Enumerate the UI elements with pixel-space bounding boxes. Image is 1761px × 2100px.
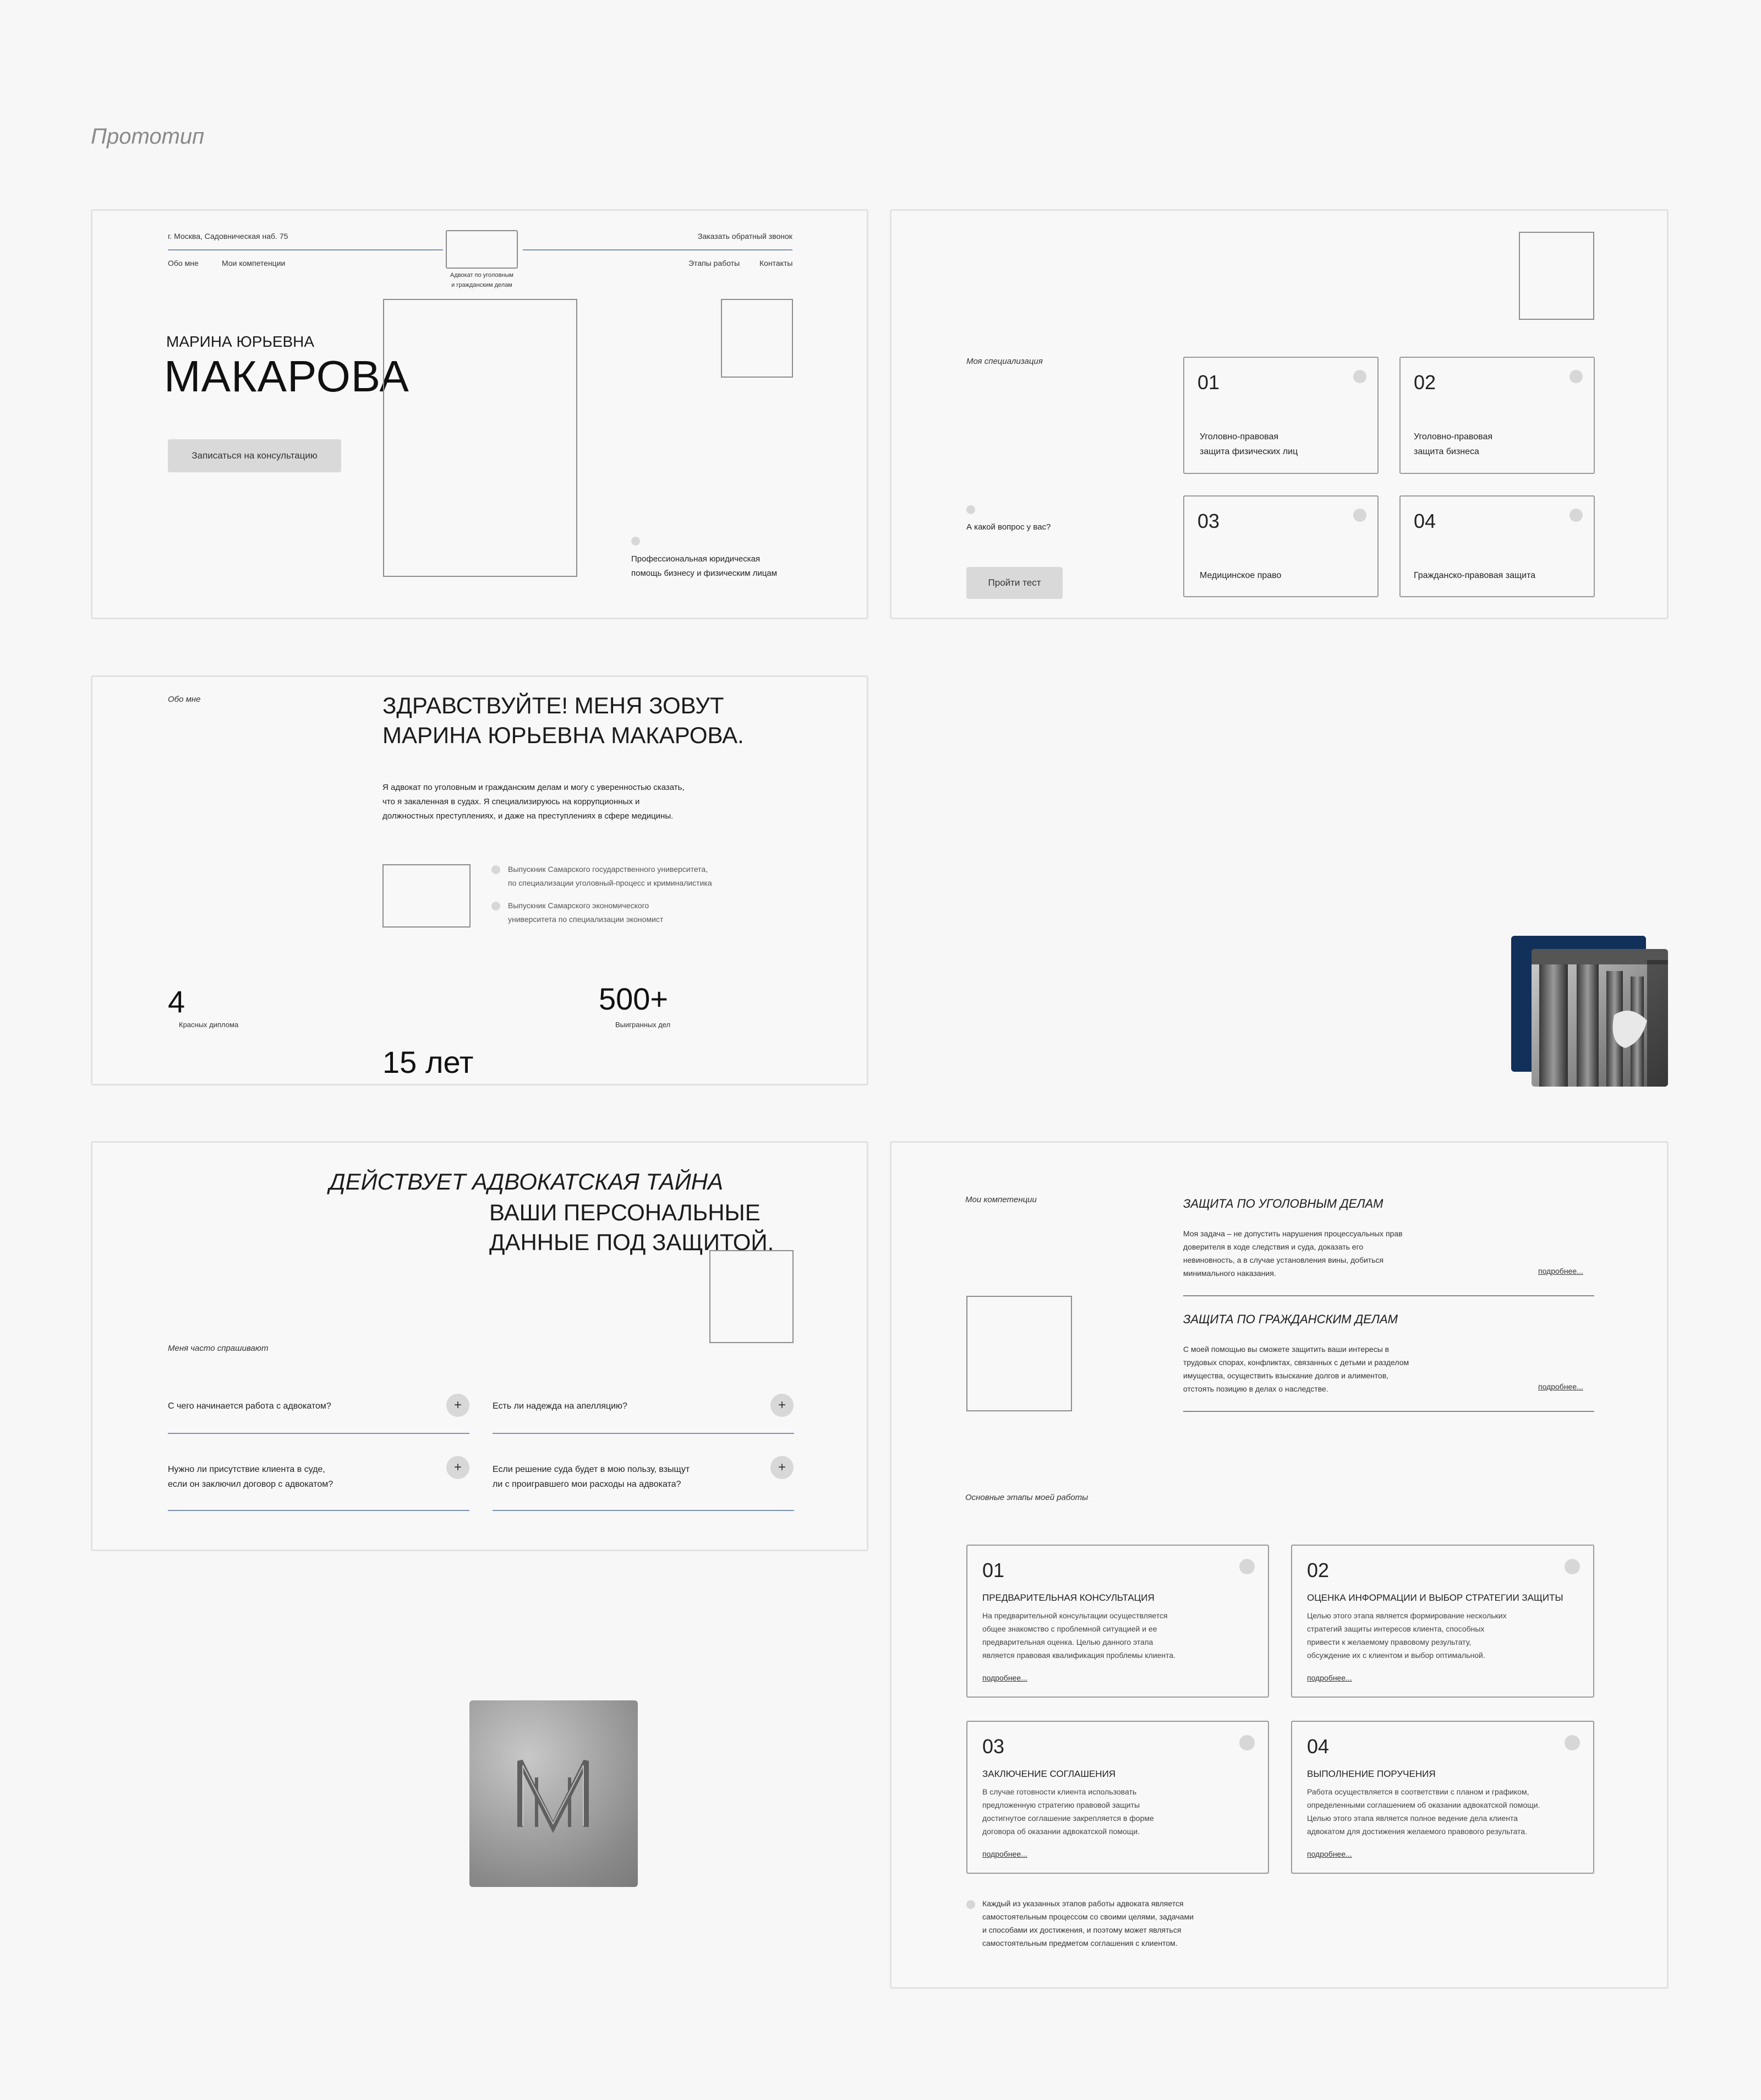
card-label: Уголовно-правовая защита физических лиц — [1200, 432, 1298, 456]
stage-card[interactable] — [1291, 1721, 1594, 1874]
stage-text: Работа осуществляется в соответствии с планом и графиком, определенными соглашением об оказании адвокатской помощи. Целью этого этапа является полное ведение дела клиента адвокатом для достижения желаемого правового результата. — [1307, 1787, 1540, 1836]
address-text: г. Москва, Садовническая наб. 75 — [168, 232, 288, 241]
portrait-placeholder — [383, 299, 577, 577]
stage-title: ВЫПОЛНЕНИЕ ПОРУЧЕНИЯ — [1307, 1769, 1436, 1779]
nav-competencies[interactable]: Мои компетенции — [222, 259, 286, 268]
card-dot — [1569, 509, 1583, 522]
stages-note: Каждый из указанных этапов работы адвоката является самостоятельным процессом со своими целями, задачами и способами их достижения, и поэтому может являться самостоятельным предметом соглашения с клиентом. — [982, 1899, 1194, 1948]
faq-question[interactable]: Если решение суда будет в мою пользу, взыщут ли с проигравшего мои расходы на адвоката? — [493, 1465, 690, 1489]
question-bullet — [966, 505, 975, 514]
more-link[interactable]: подробнее... — [1307, 1850, 1352, 1858]
plus-icon[interactable]: + — [770, 1394, 794, 1417]
education-item: Выпускник Самарского государственного университета, по специализации уголовный-процесс и криминалистика — [508, 865, 712, 887]
stage-number: 01 — [982, 1559, 1005, 1581]
more-link[interactable]: подробнее... — [1538, 1267, 1583, 1275]
card-dot — [1353, 509, 1366, 522]
logo-tile — [469, 1700, 638, 1887]
competency-title: ЗАЩИТА ПО УГОЛОВНЫМ ДЕЛАМ — [1183, 1197, 1383, 1210]
stage-title: ЗАКЛЮЧЕНИЕ СОГЛАШЕНИЯ — [982, 1769, 1116, 1779]
hero-tagline: Профессиональная юридическая помощь бизнесу и физическим лицам — [631, 554, 778, 578]
image-placeholder — [721, 299, 793, 378]
competencies-image-placeholder — [966, 1296, 1072, 1411]
first-name: МАРИНА ЮРЬЕВНА — [166, 333, 315, 350]
about-heading: ЗДРАВСТВУЙТЕ! МЕНЯ ЗОВУТ МАРИНА ЮРЬЕВНА МАКАРОВА. — [382, 692, 744, 748]
stage-card[interactable] — [966, 1545, 1269, 1698]
faq-question[interactable]: Нужно ли присутствие клиента в суде, если он заключил договор с адвокатом? — [168, 1465, 333, 1489]
stage-title: ОЦЕНКА ИНФОРМАЦИИ И ВЫБОР СТРАТЕГИИ ЗАЩИТЫ — [1307, 1592, 1563, 1603]
about-frame — [91, 675, 868, 1086]
header-divider-left — [168, 249, 443, 250]
card-label: Уголовно-правовая защита бизнеса — [1414, 432, 1493, 456]
education-item: Выпускник Самарского экономического университета по специализации экономист — [508, 901, 664, 924]
tagline-bullet — [631, 537, 640, 546]
diploma-placeholder — [382, 864, 471, 928]
stat-label: Выигранных дел — [615, 1021, 671, 1029]
faq-label: Меня часто спрашивают — [168, 1344, 269, 1353]
more-link[interactable]: подробнее... — [982, 1673, 1027, 1682]
faq-divider — [168, 1433, 469, 1434]
privacy-heading-2: ВАШИ ПЕРСОНАЛЬНЫЕ ДАННЫЕ ПОД ЗАЩИТОЙ. — [489, 1199, 774, 1255]
note-bullet — [966, 1900, 975, 1909]
stage-card[interactable] — [966, 1721, 1269, 1874]
last-name: МАКАРОВА — [164, 352, 409, 401]
spec-card[interactable] — [1399, 495, 1595, 597]
plus-icon[interactable]: + — [446, 1394, 469, 1417]
stage-number: 03 — [982, 1735, 1005, 1758]
spec-card[interactable] — [1183, 495, 1379, 597]
stage-dot — [1239, 1559, 1255, 1574]
edu-bullet — [491, 865, 500, 874]
nav-stages[interactable]: Этапы работы — [688, 259, 740, 268]
more-link[interactable]: подробнее... — [982, 1850, 1027, 1858]
card-dot — [1569, 370, 1583, 383]
hero-frame — [91, 209, 868, 619]
privacy-heading-1: ДЕЙСТВУЕТ АДВОКАТСКАЯ ТАЙНА — [329, 1169, 724, 1194]
columns-image — [1532, 949, 1668, 1087]
competency-title: ЗАЩИТА ПО ГРАЖДАНСКИМ ДЕЛАМ — [1183, 1312, 1398, 1326]
spec-image-placeholder — [1519, 232, 1594, 320]
stat-label: Красных диплома — [179, 1021, 239, 1029]
plus-icon[interactable]: + — [446, 1456, 469, 1479]
faq-divider — [493, 1433, 794, 1434]
stage-card[interactable] — [1291, 1545, 1594, 1698]
stage-text: На предварительной консультации осуществляется общее знакомство с проблемной ситуацией и ее предварительная оценка. Целью данного этапа является правовая квалификация проблемы клиента. — [982, 1611, 1176, 1660]
privacy-image-placeholder — [709, 1250, 794, 1343]
plus-icon[interactable]: + — [770, 1456, 794, 1479]
nav-about[interactable]: Обо мне — [168, 259, 199, 268]
spec-label: Моя специализация — [966, 357, 1043, 366]
faq-question[interactable]: Есть ли надежда на апелляцию? — [493, 1401, 627, 1411]
competencies-label: Мои компетенции — [965, 1195, 1037, 1204]
about-label: Обо мне — [168, 695, 201, 704]
logo-caption: Адвокат по уголовным и гражданским делам — [450, 272, 513, 288]
stage-dot — [1239, 1735, 1255, 1750]
card-label: Гражданско-правовая защита — [1414, 571, 1536, 580]
page-label: Прототип — [91, 124, 205, 149]
stage-number: 02 — [1307, 1559, 1330, 1581]
faq-question[interactable]: С чего начинается работа с адвокатом? — [168, 1401, 331, 1411]
card-number: 01 — [1197, 371, 1220, 394]
question-text: А какой вопрос у вас? — [966, 522, 1051, 532]
header-divider-right — [523, 249, 792, 250]
take-test-button[interactable]: Пройти тест — [966, 567, 1063, 599]
stage-dot — [1565, 1735, 1580, 1750]
competency-divider — [1183, 1295, 1594, 1296]
card-dot — [1353, 370, 1366, 383]
stage-text: Целью этого этапа является формирование нескольких стратегий защиты интересов клиента, способных привести к желаемому правовому результату, обсуждение их с клиентом и выбор оптимальной. — [1307, 1611, 1507, 1660]
stage-dot — [1565, 1559, 1580, 1574]
stages-label: Основные этапы моей работы — [965, 1493, 1089, 1502]
faq-divider — [168, 1510, 469, 1511]
card-number: 03 — [1197, 510, 1220, 532]
card-number: 02 — [1414, 371, 1436, 394]
more-link[interactable]: подробнее... — [1538, 1382, 1583, 1391]
stat-value: 500+ — [599, 981, 669, 1016]
stage-text: В случае готовности клиента использовать предложенную стратегию правовой защиты достигнутое соглашение закрепляется в форме договора об оказании адвокатской помощи. — [982, 1787, 1154, 1836]
stat-value: 4 — [168, 984, 185, 1019]
more-link[interactable]: подробнее... — [1307, 1673, 1352, 1682]
competency-text: Моя задача – не допустить нарушения процессуальных прав доверителя в ходе следствия и суда, доказать его невиновность, а в случае установления вины, добиться минимального наказания. — [1183, 1229, 1403, 1278]
card-number: 04 — [1414, 510, 1436, 532]
card-label: Медицинское право — [1200, 571, 1282, 580]
spec-card[interactable] — [1399, 357, 1595, 474]
consultation-button[interactable]: Записаться на консультацию — [168, 439, 341, 472]
stage-title: ПРЕДВАРИТЕЛЬНАЯ КОНСУЛЬТАЦИЯ — [982, 1592, 1155, 1603]
nav-contacts[interactable]: Контакты — [759, 259, 793, 268]
stat-value: 15 лет — [382, 1045, 474, 1079]
callback-link[interactable]: Заказать обратный звонок — [698, 232, 792, 241]
competency-text: С моей помощью вы сможете защитить ваши интересы в трудовых спорах, конфликтах, связанных с детьми и разделом имущества, осуществить взыскание долгов и алиментов, отстоять позицию в делах о наследстве. — [1183, 1345, 1409, 1393]
about-text: Я адвокат по уголовным и гражданским делам и могу с уверенностью сказать, что я закаленная в судах. Я специализируюсь на коррупционных и должностных преступлениях, и даже на преступлениях в сфере медицины. — [382, 783, 685, 821]
competencies-frame — [890, 1141, 1669, 1989]
stage-number: 04 — [1307, 1735, 1330, 1758]
specialization-frame — [890, 209, 1669, 619]
spec-card[interactable] — [1183, 357, 1379, 474]
competency-divider — [1183, 1411, 1594, 1412]
logo-placeholder[interactable] — [446, 230, 518, 269]
faq-divider — [493, 1510, 794, 1511]
privacy-frame — [91, 1141, 868, 1551]
monogram-icon — [469, 1700, 638, 1887]
edu-bullet — [491, 902, 500, 910]
